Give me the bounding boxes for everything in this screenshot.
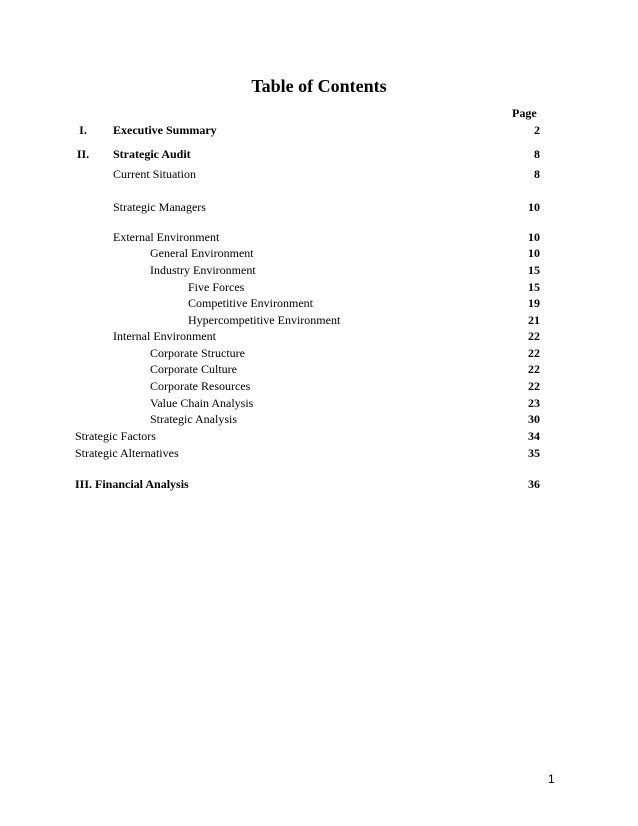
toc-entry-label: Corporate Structure bbox=[150, 346, 245, 360]
toc-entry-page: 2 bbox=[534, 123, 540, 137]
toc-entry bbox=[0, 122, 638, 138]
toc-entry bbox=[0, 476, 638, 492]
toc-entry-label: Strategic Audit bbox=[113, 147, 191, 161]
toc-entry-label: Value Chain Analysis bbox=[150, 396, 254, 410]
toc-entry-number: I. bbox=[79, 123, 87, 137]
toc-entry bbox=[0, 262, 638, 278]
toc-entry-page: 22 bbox=[528, 362, 540, 376]
toc-entry bbox=[0, 395, 638, 411]
toc-entry-label: III. Financial Analysis bbox=[75, 477, 189, 491]
toc-entry-page: 8 bbox=[534, 167, 540, 181]
toc-entry-page: 21 bbox=[528, 313, 540, 327]
toc-entry-label: General Environment bbox=[150, 246, 254, 260]
toc-entry-label: External Environment bbox=[113, 230, 220, 244]
toc-entry-label: Competitive Environment bbox=[188, 296, 313, 310]
toc-entry bbox=[0, 428, 638, 444]
toc-entry bbox=[0, 312, 638, 328]
toc-entry-page: 23 bbox=[528, 396, 540, 410]
toc-entry-page: 22 bbox=[528, 346, 540, 360]
toc-entry-label: Industry Environment bbox=[150, 263, 256, 277]
toc-entry-page: 15 bbox=[528, 280, 540, 294]
page-title: Table of Contents bbox=[251, 76, 387, 96]
toc-entry-page: 22 bbox=[528, 379, 540, 393]
toc-entry-page: 19 bbox=[528, 296, 540, 310]
toc-entry bbox=[0, 245, 638, 261]
toc-entry-page: 30 bbox=[528, 412, 540, 426]
toc-entry-page: 10 bbox=[528, 230, 540, 244]
toc-entry bbox=[0, 378, 638, 394]
toc-entry-label: Hypercompetitive Environment bbox=[188, 313, 341, 327]
toc-entry-page: 8 bbox=[534, 147, 540, 161]
toc-entry-label: Strategic Factors bbox=[75, 429, 156, 443]
toc-entry-page: 34 bbox=[528, 429, 540, 443]
toc-entry-label: Strategic Managers bbox=[113, 200, 206, 214]
toc-entry-label: Executive Summary bbox=[113, 123, 217, 137]
toc-entry bbox=[0, 146, 638, 162]
toc-entry-label: Internal Environment bbox=[113, 329, 216, 343]
toc-entry bbox=[0, 345, 638, 361]
toc-entry-label: Current Situation bbox=[113, 167, 196, 181]
toc-entry-label: Strategic Analysis bbox=[150, 412, 237, 426]
toc-entry bbox=[0, 328, 638, 344]
toc-entry-page: 10 bbox=[528, 200, 540, 214]
toc-entry bbox=[0, 361, 638, 377]
toc-entry-page: 22 bbox=[528, 329, 540, 343]
toc-entry-page: 10 bbox=[528, 246, 540, 260]
toc-entry-label: Five Forces bbox=[188, 280, 245, 294]
toc-entry-label: Corporate Resources bbox=[150, 379, 251, 393]
toc-entry-number: II. bbox=[76, 147, 90, 161]
toc-entry bbox=[0, 295, 638, 311]
toc-entry bbox=[0, 199, 638, 215]
page-column-header: Page bbox=[512, 106, 537, 120]
toc-entry-page: 36 bbox=[528, 477, 540, 491]
toc-entry-label: Strategic Alternatives bbox=[75, 446, 179, 460]
toc-entry bbox=[0, 445, 638, 461]
toc-entry bbox=[0, 411, 638, 427]
toc-entry bbox=[0, 166, 638, 182]
toc-entry-label: Corporate Culture bbox=[150, 362, 237, 376]
toc-entry bbox=[0, 279, 638, 295]
footer-page-number: 1 bbox=[548, 772, 555, 786]
toc-entry-page: 15 bbox=[528, 263, 540, 277]
toc-entry bbox=[0, 229, 638, 245]
toc-entry-page: 35 bbox=[528, 446, 540, 460]
